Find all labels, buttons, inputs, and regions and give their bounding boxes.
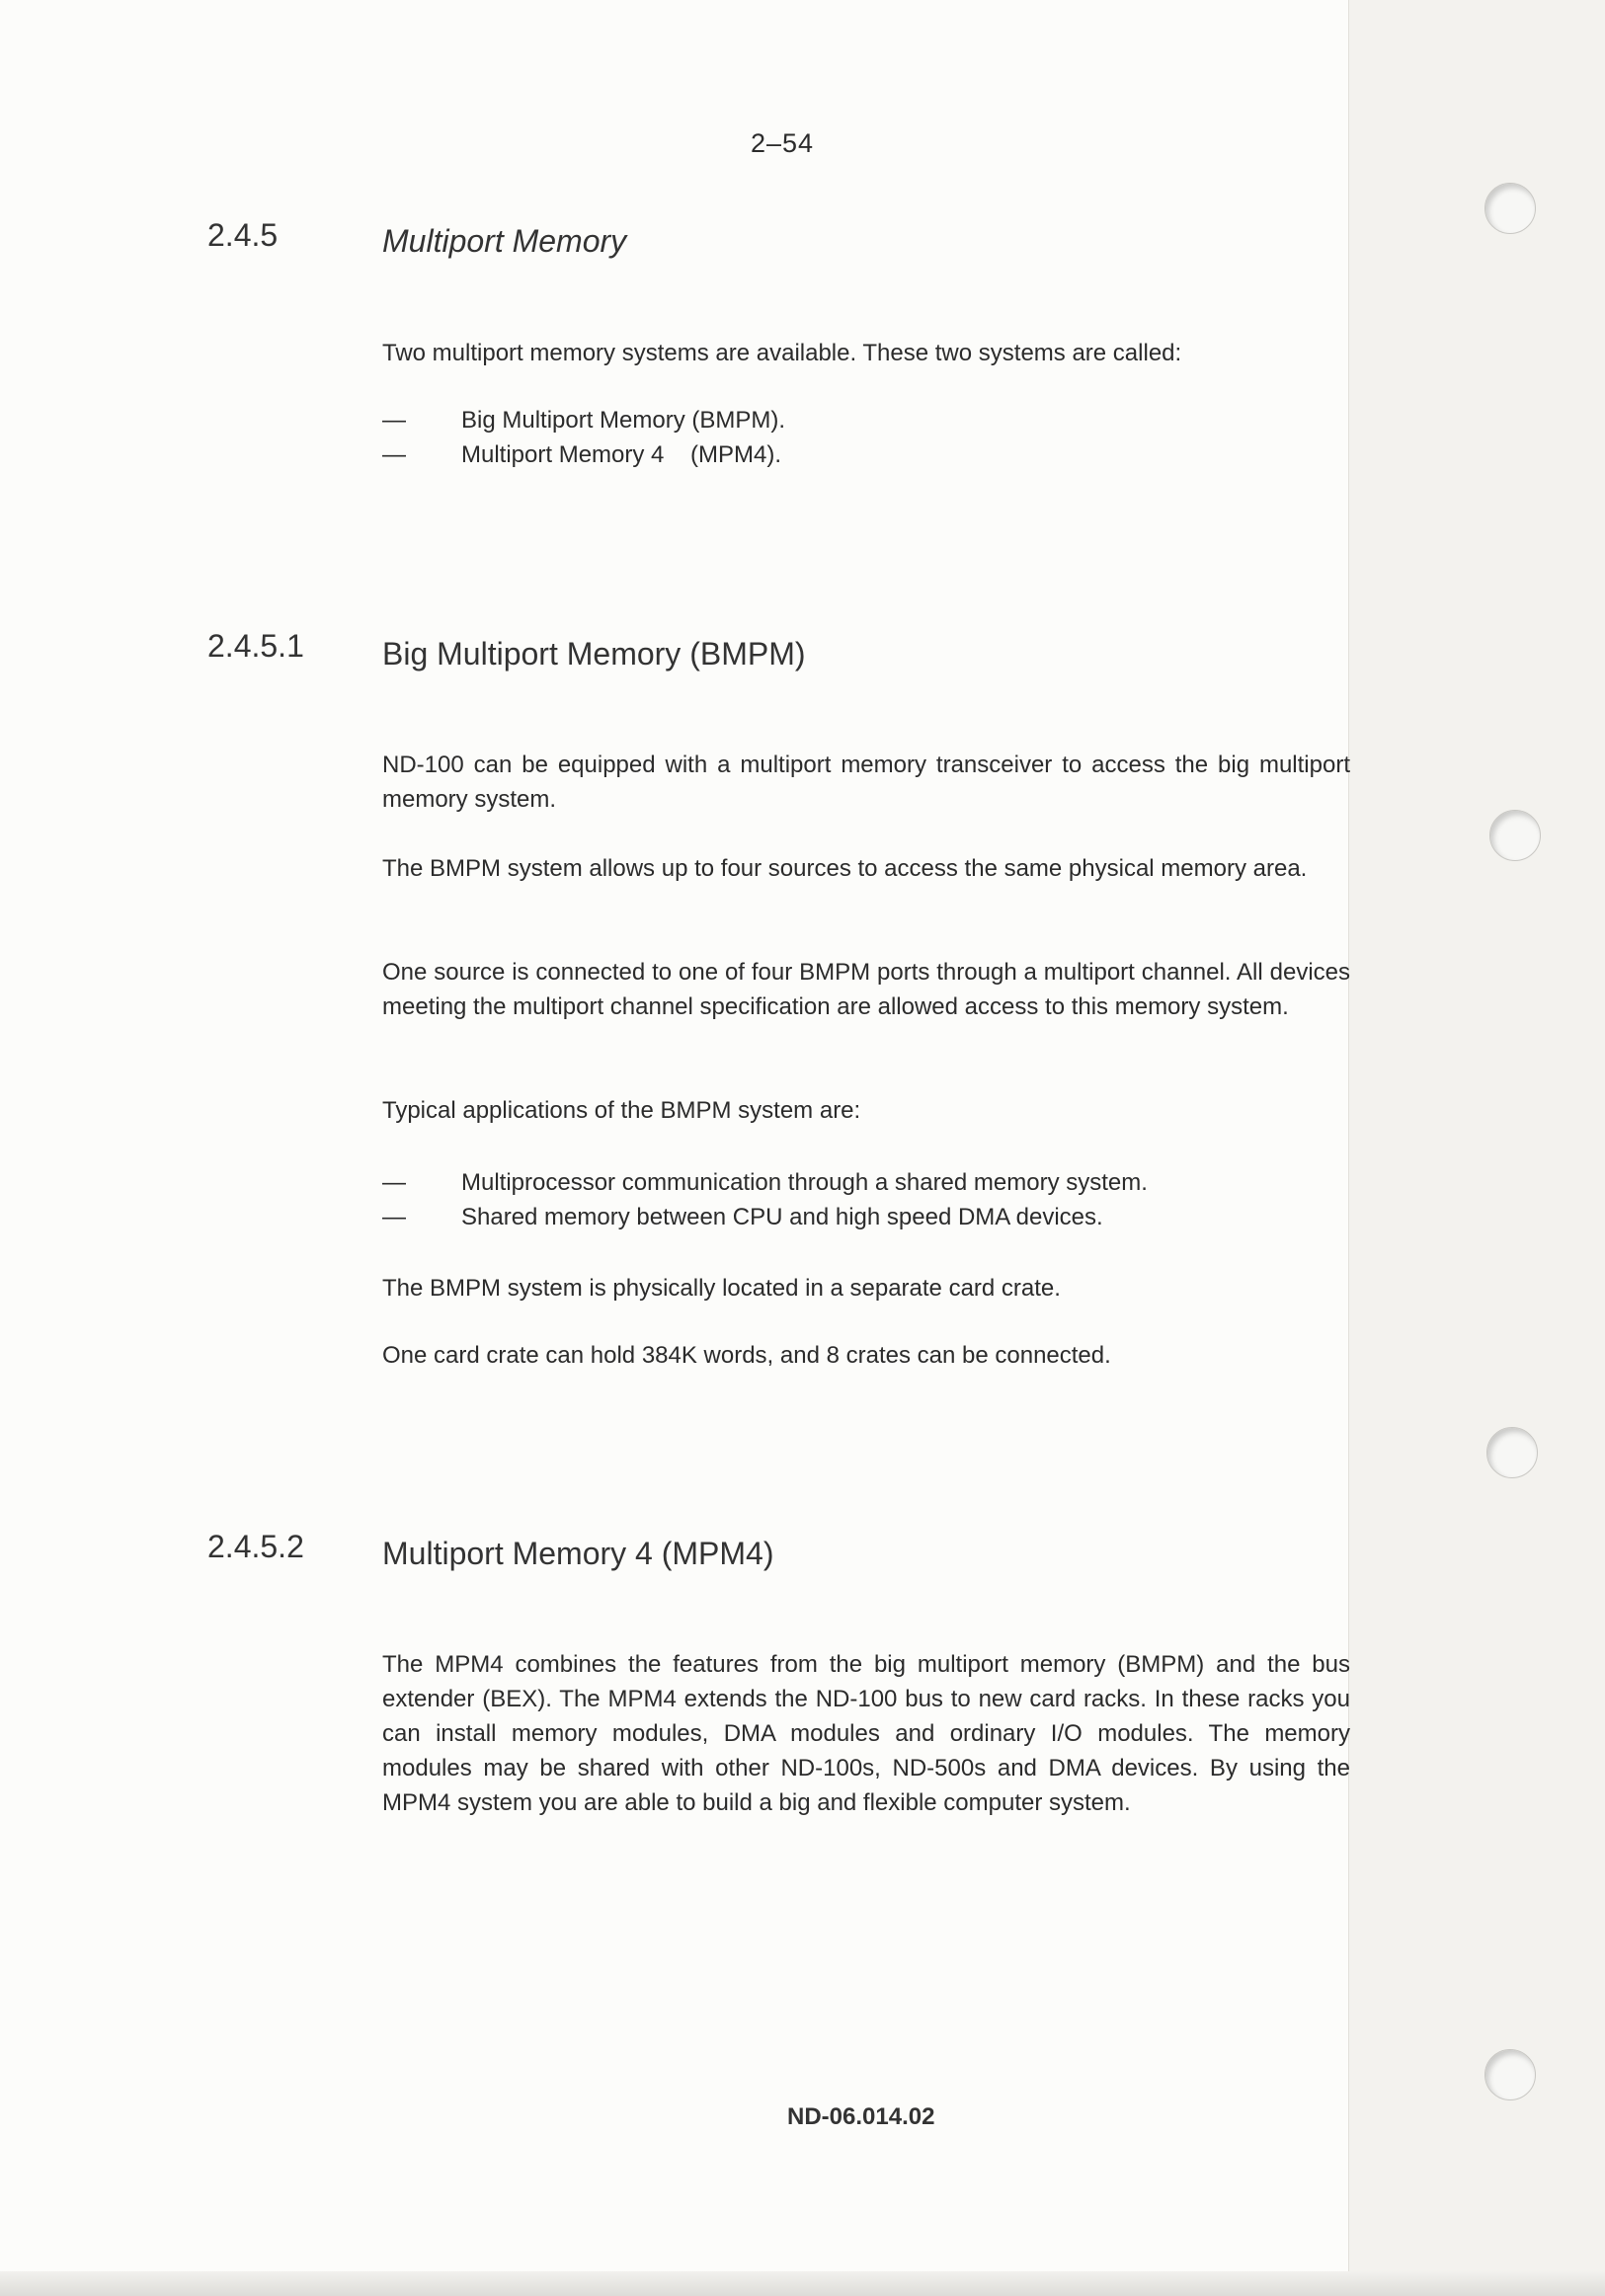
dash-bullet: — bbox=[382, 1204, 406, 1230]
paragraph: One card crate can hold 384K words, and 8 crates can be connected. bbox=[382, 1342, 1111, 1369]
paragraph: The BMPM system allows up to four sources to access the same physical memory area. bbox=[382, 855, 1308, 882]
paragraph: ND-100 can be equipped with a multiport memory transceiver to access the big multiport memory system. bbox=[382, 752, 1350, 813]
dash-bullet: — bbox=[382, 407, 406, 434]
section-number: 2.4.5.2 bbox=[207, 1529, 304, 1564]
list-item-text: Shared memory between CPU and high speed DMA devices. bbox=[461, 1204, 1103, 1230]
page-bottom-edge bbox=[0, 2271, 1605, 2296]
list-item bbox=[382, 403, 785, 437]
section-title: Multiport Memory 4 (MPM4) bbox=[382, 1536, 774, 1571]
document-footer: ND-06.014.02 bbox=[787, 2103, 935, 2130]
section-number: 2.4.5 bbox=[207, 217, 279, 253]
paragraph: The BMPM system is physically located in a separate card crate. bbox=[382, 1275, 1061, 1302]
paragraph: Typical applications of the BMPM system are: bbox=[382, 1097, 861, 1124]
dash-bullet: — bbox=[382, 441, 406, 468]
list-item bbox=[382, 1165, 1148, 1200]
section-title: Big Multiport Memory (BMPM) bbox=[382, 636, 806, 672]
list-item-text: Big Multiport Memory (BMPM). bbox=[461, 407, 786, 434]
punch-hole-icon bbox=[1489, 810, 1541, 861]
punch-hole-icon bbox=[1486, 1427, 1538, 1478]
list-item-text: Multiport Memory 4 (MPM4). bbox=[461, 441, 782, 468]
section-number: 2.4.5.1 bbox=[207, 628, 304, 664]
paragraph: Two multiport memory systems are available. These two systems are called: bbox=[382, 340, 1182, 366]
paragraph: The MPM4 combines the features from the big multiport memory (BMPM) and the bus extender (BEX). The MPM4 extends the ND-100 bus to new card racks. In these racks you can install memory modules, DMA modules and ordinary I/O modules. The memory modules may be shared with other ND-100s, ND-500s and DMA devices. By using the MPM4 system you are able to build a big and flexible computer system. bbox=[382, 1651, 1350, 1816]
page-number: 2–54 bbox=[751, 128, 815, 158]
list-item bbox=[382, 437, 781, 472]
punch-hole-icon bbox=[1485, 183, 1536, 234]
paragraph: One source is connected to one of four BMPM ports through a multiport channel. All devices meeting the multiport channel specification are allowed access to this memory system. bbox=[382, 959, 1350, 1020]
dash-bullet: — bbox=[382, 1169, 406, 1196]
section-title: Multiport Memory bbox=[382, 223, 627, 259]
list-item-text: Multiprocessor communication through a shared memory system. bbox=[461, 1169, 1148, 1196]
list-item bbox=[382, 1200, 1103, 1234]
binding-margin bbox=[1348, 0, 1605, 2296]
punch-hole-icon bbox=[1485, 2049, 1536, 2100]
